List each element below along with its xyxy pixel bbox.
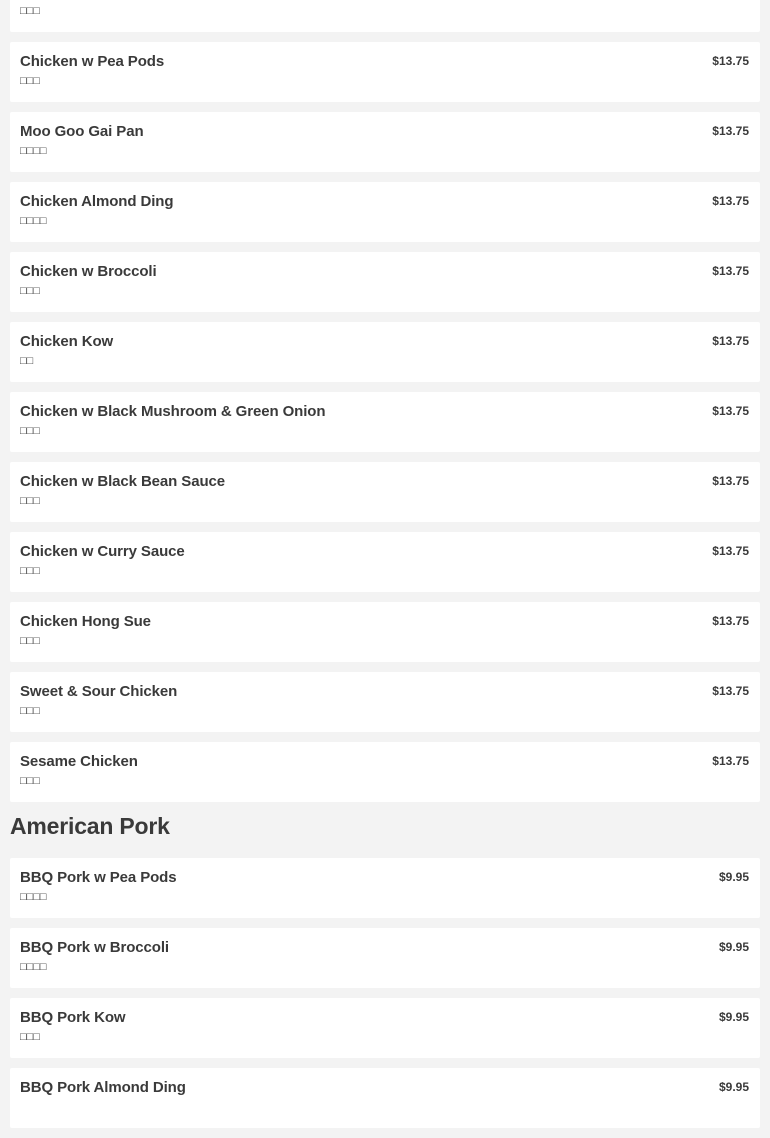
menu-item-name: Moo Goo Gai Pan (20, 123, 144, 140)
section-title-american-pork: American Pork (10, 813, 170, 839)
menu-item-chicken-hong-sue[interactable] (10, 602, 760, 662)
menu-item-chicken-almond-ding[interactable] (10, 182, 760, 242)
menu-item-item[interactable] (10, 0, 760, 32)
menu-item-price: $9.95 (718, 1010, 749, 1024)
menu-item-chinese-name: □□□□ (20, 215, 47, 227)
menu-item-chinese-name: □□□ (20, 565, 40, 577)
menu-item-bbq-pork-w-broccoli[interactable] (10, 928, 760, 988)
menu-item-chinese-name: □□□ (20, 1031, 40, 1043)
menu-item-price: $13.75 (712, 334, 749, 348)
menu-item-price: $9.95 (718, 870, 749, 884)
menu-item-price: $13.75 (712, 124, 749, 138)
menu-item-price: $13.75 (712, 264, 749, 278)
menu-item-price: $13.75 (712, 754, 749, 768)
menu-item-price: $13.75 (712, 614, 749, 628)
menu-item-bbq-pork-almond-ding[interactable] (10, 1068, 760, 1128)
menu-item-chicken-kow[interactable] (10, 322, 760, 382)
menu-item-chinese-name: □□ (20, 355, 34, 367)
menu-item-chinese-name: □□□ (20, 75, 40, 87)
menu-item-chinese-name: □□□ (20, 705, 40, 717)
menu-item-chinese-name: □□□□ (20, 891, 47, 903)
menu-item-chinese-name: □□□ (20, 495, 40, 507)
menu-item-chicken-w-curry-sauce[interactable] (10, 532, 760, 592)
menu-item-sweet-and-sour-chicken[interactable] (10, 672, 760, 732)
menu-item-price: $13.75 (712, 54, 749, 68)
menu-item-price: $13.75 (712, 684, 749, 698)
menu-item-name: Chicken Almond Ding (20, 193, 174, 210)
menu-item-name: BBQ Pork w Pea Pods (20, 869, 177, 886)
menu-item-chicken-w-pea-pods[interactable] (10, 42, 760, 102)
menu-item-bbq-pork-w-pea-pods[interactable] (10, 858, 760, 918)
menu-item-name: Sweet & Sour Chicken (20, 683, 178, 700)
menu-item-name: BBQ Pork Kow (20, 1009, 126, 1026)
menu-item-chinese-name: □□□ (20, 425, 40, 437)
menu-item-name: Chicken w Pea Pods (20, 53, 165, 70)
menu-item-price: $9.95 (718, 1080, 749, 1094)
menu-item-name: Chicken w Broccoli (20, 263, 157, 280)
menu-item-price: $13.75 (712, 544, 749, 558)
menu-item-chinese-name: □□□ (20, 775, 40, 787)
menu-item-chicken-w-black-mushroom-and-green-onion[interactable] (10, 392, 760, 452)
menu-item-name: BBQ Pork w Broccoli (20, 939, 169, 956)
menu-item-chicken-w-black-bean-sauce[interactable] (10, 462, 760, 522)
menu-item-name: Chicken Kow (20, 333, 114, 350)
menu-item-price: $13.75 (712, 404, 749, 418)
menu-item-moo-goo-gai-pan[interactable] (10, 112, 760, 172)
menu-item-chicken-w-broccoli[interactable] (10, 252, 760, 312)
menu-item-chinese-name: □□□□ (20, 961, 47, 973)
menu-item-chinese-name: □□□□ (20, 145, 47, 157)
menu-item-name: Chicken w Black Bean Sauce (20, 473, 225, 490)
menu-item-price: $13.75 (712, 194, 749, 208)
menu-item-name: Chicken w Black Mushroom & Green Onion (20, 403, 326, 420)
menu-item-name: BBQ Pork Almond Ding (20, 1079, 186, 1096)
menu-item-chinese-name: □□□ (20, 285, 40, 297)
menu-item-name: Chicken Hong Sue (20, 613, 151, 630)
menu-item-name: Sesame Chicken (20, 753, 138, 770)
menu-list (10, 0, 760, 1138)
menu-item-price: $9.95 (718, 940, 749, 954)
menu-item-sesame-chicken[interactable] (10, 742, 760, 802)
menu-item-name: Chicken w Curry Sauce (20, 543, 185, 560)
menu-item-chinese-name: □□□ (20, 635, 40, 647)
menu-item-price: $13.75 (712, 474, 749, 488)
menu-item-chinese-name: □□□ (20, 5, 40, 17)
menu-item-bbq-pork-kow[interactable] (10, 998, 760, 1058)
